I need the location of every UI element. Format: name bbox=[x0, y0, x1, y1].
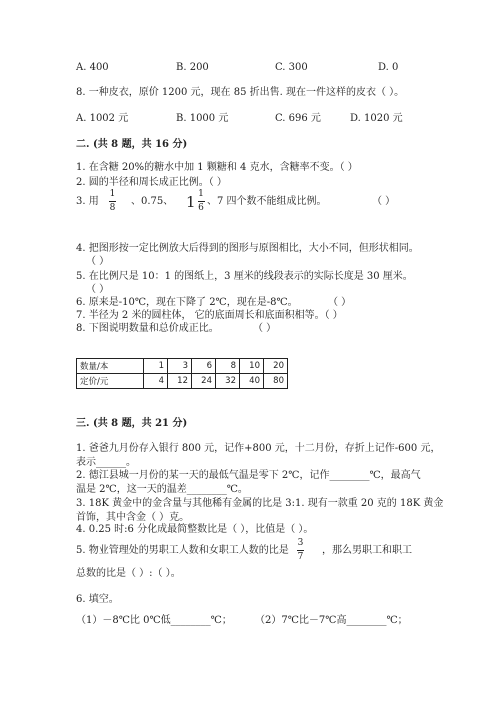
q7-option-a: A. 400 bbox=[76, 62, 109, 73]
s3-q5-suffix: ，那么男职工和职工 bbox=[322, 545, 412, 556]
fraction-denominator: 6 bbox=[198, 203, 204, 213]
s3-q5-fraction bbox=[297, 538, 304, 563]
s3-q3-line2: 首饰，其中含金（ ）克。 bbox=[76, 512, 190, 523]
s2-q8: 8. 下图说明数量和总价成正比。 bbox=[76, 323, 219, 334]
q8-option-c: C. 696 元 bbox=[275, 113, 321, 124]
q7-option-b: B. 200 bbox=[176, 62, 209, 73]
fraction-numerator: 1 bbox=[109, 189, 116, 199]
s2-q5: 5. 在比例尺是 10：1 的图纸上，3 厘米的线段表示的实际长度是 30 厘米。 bbox=[76, 271, 413, 282]
section3-header: 三. (共 8 题，共 21 分) bbox=[76, 418, 188, 429]
table-cell: 12 bbox=[168, 374, 192, 389]
s2-q6: 6. 原来是-10℃，现在下降了 2℃，现在是-8℃。 bbox=[76, 297, 298, 308]
s2-q3-fraction bbox=[109, 189, 116, 214]
q7-option-d: D. 0 bbox=[378, 62, 399, 73]
s2-q5-paren: （ ） bbox=[86, 284, 110, 295]
fraction-numerator: 1 bbox=[198, 189, 204, 199]
fraction-bar bbox=[297, 550, 304, 551]
table-cell: 20 bbox=[264, 359, 288, 374]
s3-q5-line2: 总数的比是（ ）:（ ）。 bbox=[76, 568, 181, 579]
price-table bbox=[76, 358, 288, 389]
fraction-denominator: 8 bbox=[109, 203, 116, 213]
q8-question: 8. 一种皮衣，原价 1200 元，现在 85 折出售. 现在一件这样的皮衣（ ）。 bbox=[76, 87, 405, 98]
s2-q3-mid: 、0.75、 bbox=[131, 196, 174, 207]
s2-q7: 7. 半径为 2 米的圆柱体， 它的底面周长和底面积相等。（ ） bbox=[76, 310, 343, 321]
s2-q4-paren: （ ） bbox=[86, 256, 110, 267]
table-cell: 3 bbox=[168, 359, 192, 374]
fraction-denominator: 7 bbox=[297, 552, 304, 562]
s3-q3-line1: 3. 18K 黄金中的金含量与其他稀有金属的比是 3:1. 现有一款重 20 克的 18K 黄金 bbox=[76, 498, 444, 509]
table-cell: 8 bbox=[216, 359, 240, 374]
s3-q5-prefix: 5. 物业管理处的男职工人数和女职工人数的比是 bbox=[76, 545, 289, 556]
table-cell: 6 bbox=[192, 359, 216, 374]
q8-option-d: D. 1020 元 bbox=[350, 113, 403, 124]
s2-q3-suffix: 、7 四个数不能组成比例。 bbox=[207, 196, 327, 207]
q7-option-c: C. 300 bbox=[275, 62, 308, 73]
table-cell: 40 bbox=[240, 374, 264, 389]
s2-q2: 2. 圆的半径和周长成正比例。（ ） bbox=[76, 177, 227, 188]
s3-q6-part1: （1）－8℃比 0℃低________℃； bbox=[76, 615, 232, 626]
table-cell: 24 bbox=[192, 374, 216, 389]
section2-header: 二. (共 8 题，共 16 分) bbox=[76, 139, 188, 150]
s2-q3-paren: （ ） bbox=[372, 196, 396, 207]
s3-q1-line2: 表示______。 bbox=[76, 457, 136, 468]
mixed-whole: 1 bbox=[186, 192, 196, 211]
s3-q6-part2: （2）7℃比－7℃高________℃； bbox=[255, 615, 408, 626]
s2-q8-paren: （ ） bbox=[253, 323, 277, 334]
fraction-bar bbox=[109, 201, 116, 202]
table-row bbox=[77, 374, 288, 389]
s2-q4: 4. 把图形按一定比例放大后得到的图形与原图相比，大小不同，但形状相同。 bbox=[76, 243, 419, 254]
table-cell: 数量/本 bbox=[77, 359, 144, 374]
table-cell: 4 bbox=[144, 374, 168, 389]
s2-q3-prefix: 3. 用 bbox=[76, 196, 99, 207]
s3-q4: 4. 0.25 时:6 分化成最简整数比是（ ），比值是（ ）。 bbox=[76, 524, 314, 535]
s2-q3-mixed-number bbox=[186, 189, 205, 214]
fraction-numerator: 3 bbox=[297, 538, 304, 548]
table-cell: 80 bbox=[264, 374, 288, 389]
table-cell: 1 bbox=[144, 359, 168, 374]
q8-option-a: A. 1002 元 bbox=[76, 113, 129, 124]
table-row bbox=[77, 359, 288, 374]
table-cell: 32 bbox=[216, 374, 240, 389]
s2-q6-paren: （ ） bbox=[328, 297, 352, 308]
s3-q1-line1: 1. 爸爸九月份存入银行 800 元，记作+800 元，十二月份，存折上记作-600 元， bbox=[76, 443, 441, 454]
q8-option-b: B. 1000 元 bbox=[176, 113, 229, 124]
table-cell: 10 bbox=[240, 359, 264, 374]
mixed-fraction bbox=[198, 189, 205, 214]
table-cell: 定价/元 bbox=[77, 374, 144, 389]
s3-q2-line1: 2. 德江县城一月份的某一天的最低气温是零下 2℃，记作________℃，最高气 bbox=[76, 470, 421, 481]
s2-q1: 1. 在含糖 20%的糖水中加 1 颗糖和 4 克水，含糖率不变。（ ） bbox=[76, 162, 358, 173]
s3-q6: 6. 填空。 bbox=[76, 594, 119, 605]
fraction-bar bbox=[198, 201, 205, 202]
s3-q2-line2: 温是 2℃，这一天的温差________℃。 bbox=[76, 484, 248, 495]
